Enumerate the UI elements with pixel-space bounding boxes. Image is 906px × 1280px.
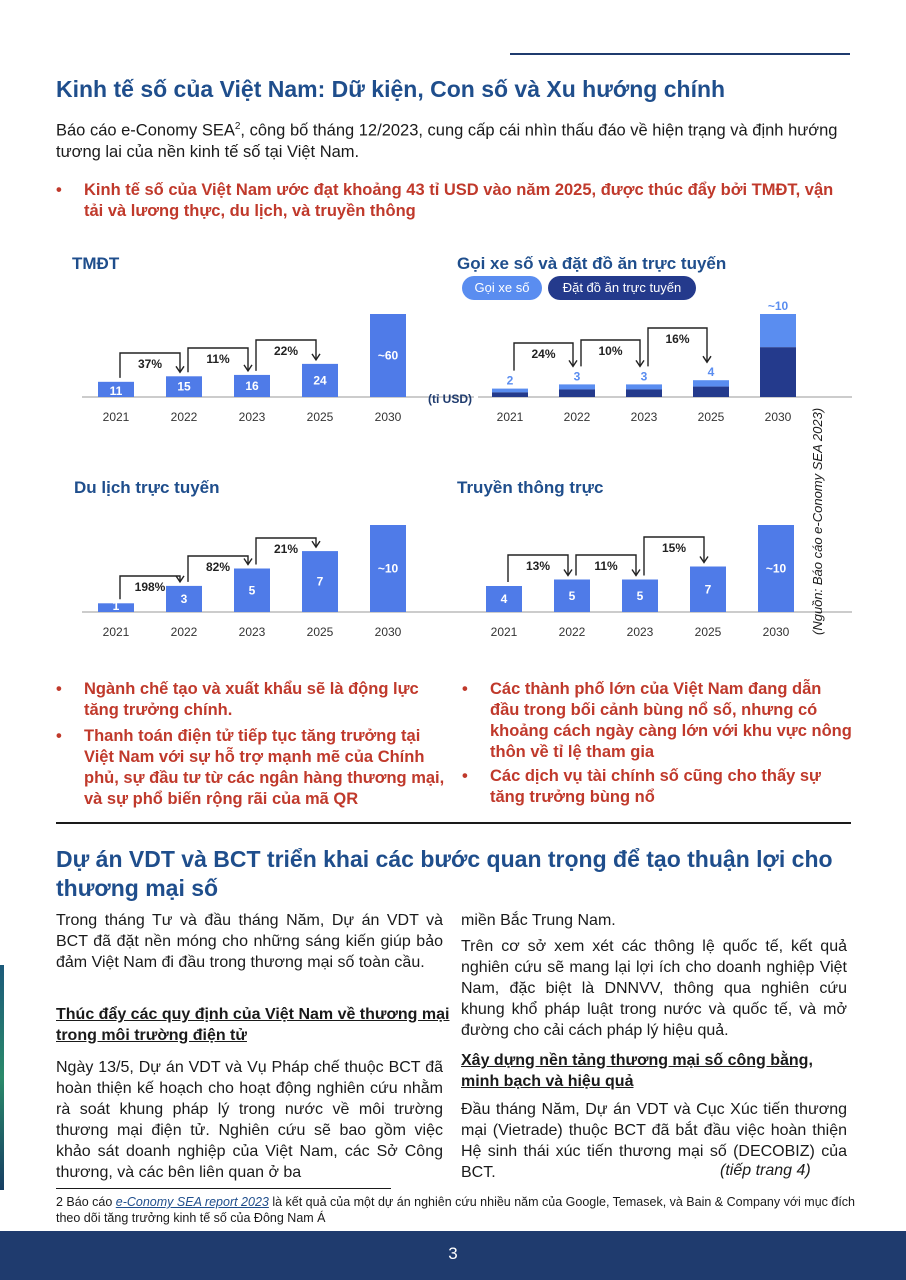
bar-value-label: 3 <box>640 369 648 384</box>
key-bullet-text: Kinh tế số của Việt Nam ước đạt khoảng 43 tỉ USD vào năm 2025, được thúc đẩy bởi TMĐT, vận tải và lương thực, du lịch, và truyền thông <box>84 181 834 220</box>
growth-label: 22% <box>273 344 299 358</box>
section1-title: Kinh tế số của Việt Nam: Dữ kiện, Con số và Xu hướng chính <box>56 76 726 102</box>
growth-label: 37% <box>137 357 163 371</box>
bar-value-label: 1 <box>112 599 120 613</box>
right-bullet-1-text: Các thành phố lớn của Việt Nam đang dẫn đầu trong bối cảnh bùng nổ số, nhưng có khoảng cách ngày càng lớn với khu vực nông thôn về tỉ lệ tham gia <box>490 680 852 761</box>
x-tick-label: 2021 <box>102 410 130 424</box>
x-tick-label: 2023 <box>626 625 654 639</box>
x-tick-label: 2030 <box>374 625 402 639</box>
bar-segment-ride <box>559 384 595 389</box>
growth-label: 13% <box>525 559 551 573</box>
growth-label: 16% <box>665 332 690 346</box>
footnote: 2 Báo cáo e-Conomy SEA report 2023 là kết quả của một dự án nghiên cứu nhiều năm của Google, Temasek, và Bain & Company với mục đích theo dõi tăng trưởng kinh tế số của Đông Nam Á <box>56 1195 855 1225</box>
bullet-dot: • <box>56 727 62 745</box>
col2-paragraph-0: miền Bắc Trung Nam. <box>461 912 616 929</box>
bar-value-label: 3 <box>180 591 188 606</box>
bar-segment-food <box>626 389 662 397</box>
x-tick-label: 2025 <box>306 410 334 424</box>
x-tick-label: 2030 <box>764 410 792 424</box>
bar-segment-food <box>492 392 528 397</box>
growth-label: 10% <box>598 344 623 358</box>
bullet-dot: • <box>56 181 62 199</box>
bar-value-label: ~10 <box>767 299 789 313</box>
right-bullet-2 <box>462 766 857 810</box>
x-tick-label: 2021 <box>490 625 518 639</box>
bar-value-label: 16 <box>245 378 259 393</box>
growth-label: 24% <box>531 347 556 361</box>
growth-label: 11% <box>206 352 230 366</box>
growth-label: 21% <box>273 542 299 556</box>
legend-ride-hailing: Gọi xe số <box>462 276 542 300</box>
x-tick-label: 2022 <box>170 625 198 639</box>
bar-value-label: ~60 <box>377 348 399 363</box>
col1-paragraph-2: Ngày 13/5, Dự án VDT và Vụ Pháp chế thuộc BCT đã hoàn thiện kế hoạch cho hoạt động nghiên cứu nhằm rà soát khung pháp lý trong nước về môi trường thương mại điện tử. Nghiên cứu sẽ bao gồm việc khảo sát doanh nghiệp của Việt Nam, các Sở Công thương, và các bên liên quan ở ba <box>56 1059 443 1181</box>
x-tick-label: 2023 <box>238 410 266 424</box>
bar-value-label: 4 <box>707 365 715 380</box>
growth-label: 15% <box>661 541 687 555</box>
x-tick-label: 2025 <box>697 410 725 424</box>
bar-segment-food <box>760 347 796 397</box>
bar-segment-ride <box>760 314 796 347</box>
left-bullet-2 <box>56 726 451 810</box>
chart-title-ride-food: Gọi xe số và đặt đồ ăn trực tuyến <box>457 254 727 273</box>
footnote-rule <box>56 1188 391 1189</box>
bar-segment-food <box>559 389 595 397</box>
col1-subheading: Thúc đẩy các quy định của Việt Nam về thương mại trong môi trường điện tử <box>56 1006 450 1044</box>
bar-segment-ride <box>492 389 528 393</box>
left-bullet-1-text: Ngành chế tạo và xuất khẩu sẽ là động lực tăng trưởng chính. <box>84 680 419 719</box>
continued-note: (tiếp trang 4) <box>720 1162 811 1179</box>
col2-paragraph-2: Đầu tháng Năm, Dự án VDT và Cục Xúc tiến thương mại (Vietrade) thuộc BCT đã bắt đầu việc hoàn thiện Hệ sinh thái xúc tiến thương mại số (DECOBIZ) của BCT. <box>461 1101 847 1181</box>
bar-value-label: 2 <box>506 373 514 388</box>
bar-segment-ride <box>626 384 662 389</box>
bar-value-label: 7 <box>704 582 712 597</box>
bar-segment-ride <box>693 380 729 386</box>
growth-label: 82% <box>205 560 231 574</box>
right-bullet-1 <box>462 679 857 763</box>
chart-title-travel: Du lịch trực tuyến <box>74 478 220 497</box>
bar-value-label: 5 <box>568 588 576 603</box>
section2-title: Dự án VDT và BCT triển khai các bước quan trọng để tạo thuận lợi cho thương mại số <box>56 846 833 901</box>
x-tick-label: 2021 <box>496 410 524 424</box>
x-tick-label: 2030 <box>374 410 402 424</box>
bar-value-label: ~10 <box>377 561 399 576</box>
bar-value-label: 24 <box>313 373 327 388</box>
chart-title-media: Truyền thông trực <box>457 478 604 497</box>
section1-intro: Báo cáo e-Conomy SEA$^2$, công bố tháng 12/2023, cung cấp cái nhìn thấu đáo về hiện trạng và định hướng tương lai của nền kinh tế số tại Việt Nam. <box>56 121 838 161</box>
bar-value-label: 5 <box>636 588 644 603</box>
bar-value-label: 4 <box>500 592 508 606</box>
x-tick-label: 2022 <box>563 410 591 424</box>
source-note: (Nguồn: Báo cáo e-Conomy SEA 2023) <box>810 407 825 635</box>
x-tick-label: 2025 <box>306 625 334 639</box>
section-divider <box>56 822 851 824</box>
bullet-dot: • <box>462 767 468 785</box>
bar-value-label: 11 <box>109 384 123 398</box>
x-tick-label: 2023 <box>630 410 658 424</box>
bar-value-label: 15 <box>177 379 191 394</box>
x-tick-label: 2022 <box>558 625 586 639</box>
bar-value-label: 5 <box>248 583 256 598</box>
left-bullet-1 <box>56 679 451 723</box>
right-bullet-2-text: Các dịch vụ tài chính số cũng cho thấy sự tăng trưởng bùng nổ <box>490 767 822 806</box>
bar-segment-food <box>693 387 729 397</box>
footnote-link[interactable]: e-Conomy SEA report 2023 <box>115 1195 269 1209</box>
x-tick-label: 2022 <box>170 410 198 424</box>
col1-paragraph-1: Trong tháng Tư và đầu tháng Năm, Dự án VDT và BCT đã đặt nền móng cho những sáng kiến giúp bảo đảm Việt Nam đi đầu trong thương mại số toàn cầu. <box>56 912 443 971</box>
x-tick-label: 2021 <box>102 625 130 639</box>
growth-label: 11% <box>594 559 618 573</box>
bar-value-label: 3 <box>573 369 581 384</box>
x-tick-label: 2030 <box>762 625 790 639</box>
chart-title-tmdt: TMĐT <box>72 254 120 273</box>
col2-subheading: Xây dựng nền tảng thương mại số công bằng, minh bạch và hiệu quả <box>461 1052 813 1090</box>
legend-food-delivery: Đặt đồ ăn trực tuyến <box>548 276 696 300</box>
edge-image-strip <box>0 965 4 1190</box>
left-bullet-2-text: Thanh toán điện tử tiếp tục tăng trưởng tại Việt Nam với sự hỗ trợ mạnh mẽ của Chính phủ, sự đầu tư từ các ngân hàng thương mại, và sự phổ biến rộng rãi của mã QR <box>84 727 445 808</box>
x-tick-label: 2023 <box>238 625 266 639</box>
unit-label: (tỉ USD) <box>428 392 472 406</box>
page-number: 3 <box>448 1244 458 1263</box>
x-tick-label: 2025 <box>694 625 722 639</box>
col2-paragraph-1: Trên cơ sở xem xét các thông lệ quốc tế, kết quả nghiên cứu sẽ mang lại lợi ích cho doanh nghiệp Việt Nam, đặc biệt là DNNVV, thông qua nghiên cứu khung khổ pháp luật trong nước và quốc tế, và mở đường cho cải cách pháp lý hiệu quả. <box>461 938 847 1039</box>
bullet-dot: • <box>56 680 62 698</box>
growth-label: 198% <box>134 580 166 594</box>
bar-value-label: ~10 <box>765 561 787 576</box>
bullet-dot: • <box>462 680 468 698</box>
bar-value-label: 7 <box>316 574 324 589</box>
